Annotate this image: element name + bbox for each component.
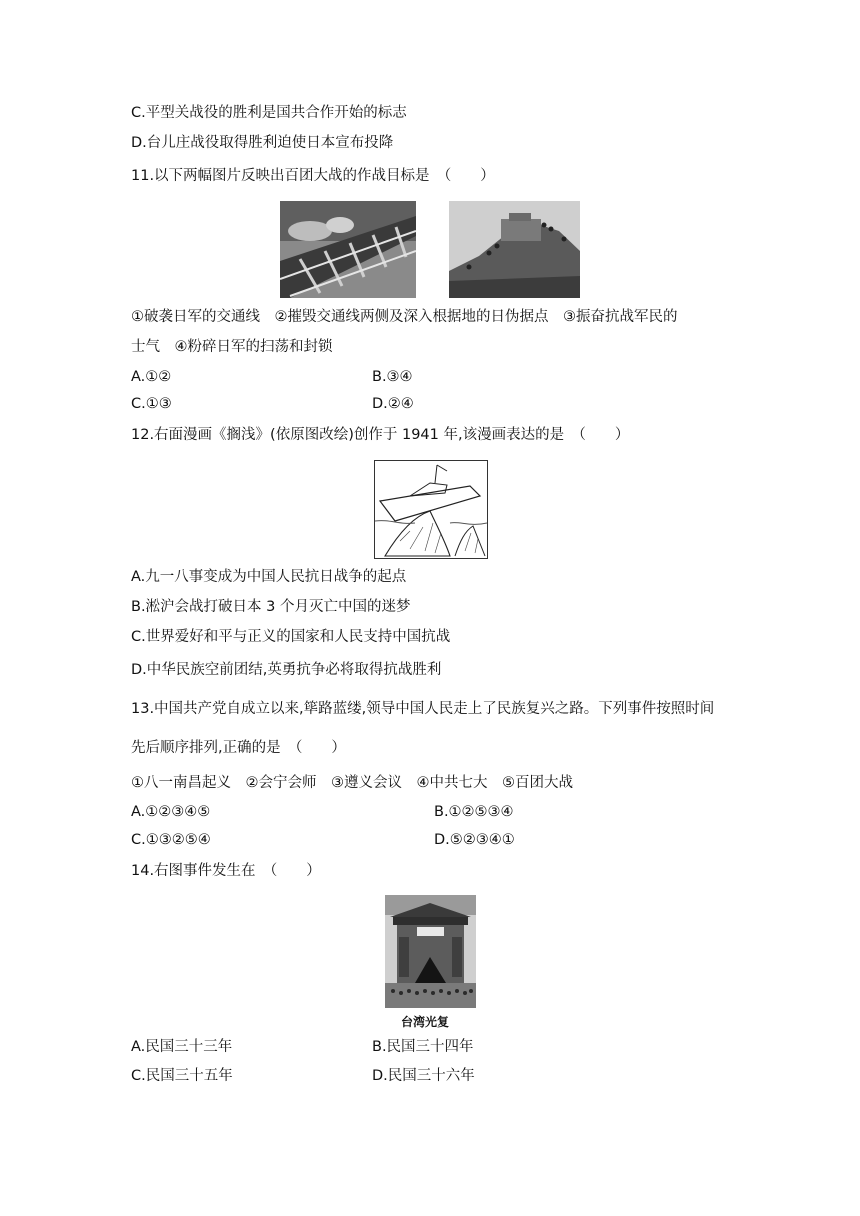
q11-option-d: D.②④ <box>372 396 414 412</box>
q14-stem: 14.右图事件发生在 （ ） <box>131 863 321 879</box>
q13-stem-line1: 13.中国共产党自成立以来,筚路蓝缕,领导中国人民走上了民族复兴之路。下列事件按照时间 <box>131 701 715 717</box>
q11-statement-line2: 士气 ④粉碎日军的扫荡和封锁 <box>131 339 333 355</box>
q11-option-b: B.③④ <box>372 369 413 385</box>
fortress-assault-photo <box>449 201 580 298</box>
q11-statement-line1: ①破袭日军的交通线 ②摧毁交通线两侧及深入根据地的日伪据点 ③振奋抗战军民的 <box>131 309 678 325</box>
q10-option-c: C.平型关战役的胜利是国共合作开始的标志 <box>131 105 407 121</box>
q11-option-a: A.①② <box>131 369 172 385</box>
q14-image-caption: 台湾光复 <box>401 1015 450 1029</box>
q13-events: ①八一南昌起义 ②会宁会师 ③遵义会议 ④中共七大 ⑤百团大战 <box>131 775 573 791</box>
q13-option-a: A.①②③④⑤ <box>131 804 211 820</box>
stranded-ship-cartoon <box>374 460 488 559</box>
railway-sabotage-photo <box>280 201 416 298</box>
q13-option-d: D.⑤②③④① <box>434 832 515 848</box>
q10-option-d: D.台儿庄战役取得胜利迫使日本宣布投降 <box>131 135 394 151</box>
q14-option-b: B.民国三十四年 <box>372 1039 474 1055</box>
taiwan-restoration-photo <box>385 895 476 1008</box>
q12-option-b: B.淞沪会战打破日本 3 个月灭亡中国的迷梦 <box>131 599 411 615</box>
q12-option-d: D.中华民族空前团结,英勇抗争必将取得抗战胜利 <box>131 662 442 678</box>
q14-option-d: D.民国三十六年 <box>372 1068 475 1084</box>
q12-stem: 12.右面漫画《搁浅》(依原图改绘)创作于 1941 年,该漫画表达的是 （ ） <box>131 427 630 443</box>
q13-stem-line2: 先后顺序排列,正确的是 （ ） <box>131 740 346 756</box>
q12-option-c: C.世界爱好和平与正义的国家和人民支持中国抗战 <box>131 629 451 645</box>
q13-option-c: C.①③②⑤④ <box>131 832 211 848</box>
q12-option-a: A.九一八事变成为中国人民抗日战争的起点 <box>131 569 407 585</box>
q14-option-a: A.民国三十三年 <box>131 1039 233 1055</box>
q11-stem: 11.以下两幅图片反映出百团大战的作战目标是 （ ） <box>131 168 495 184</box>
q14-option-c: C.民国三十五年 <box>131 1068 233 1084</box>
q13-option-b: B.①②⑤③④ <box>434 804 514 820</box>
q11-option-c: C.①③ <box>131 396 172 412</box>
